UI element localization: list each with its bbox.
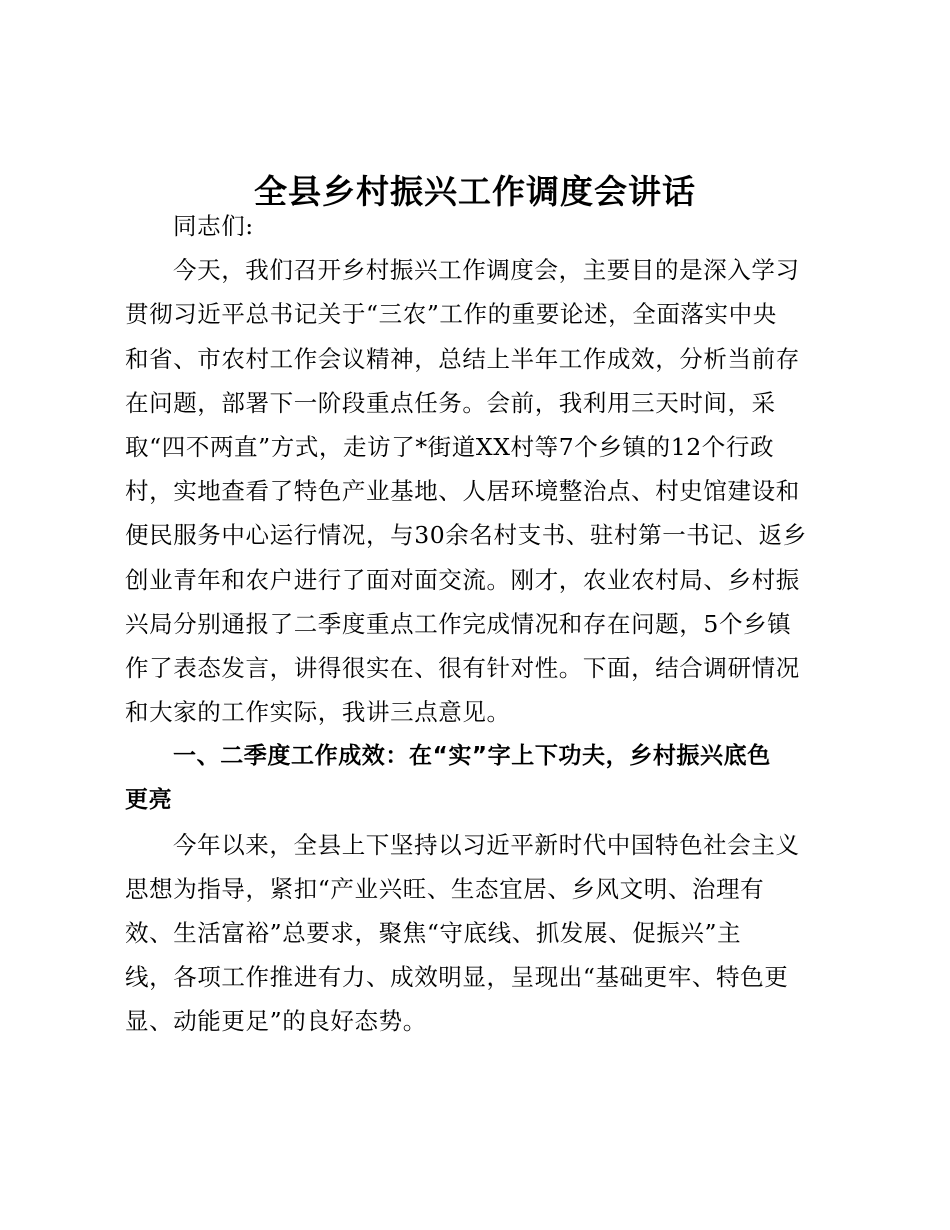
paragraph-line: 村，实地查看了特色产业基地、人居环境整治点、村史馆建设和 xyxy=(125,477,800,506)
document-title: 全县乡村振兴工作调度会讲话 xyxy=(254,172,696,211)
salutation-line: 同志们: xyxy=(173,212,254,240)
paragraph-line: 效、生活富裕”总要求，聚焦“守底线、抓发展、促振兴”主 xyxy=(125,919,742,947)
section-heading-line: 更亮 xyxy=(125,787,173,814)
document-body xyxy=(125,204,825,1044)
paragraph-line: 和大家的工作实际，我讲三点意见。 xyxy=(125,698,511,727)
paragraph-line: 创业青年和农户进行了面对面交流。刚才，农业农村局、乡村振 xyxy=(125,565,800,594)
paragraph-line: 今天，我们召开乡村振兴工作调度会，主要目的是深入学习 xyxy=(173,256,800,285)
paragraph-line: 在问题，部署下一阶段重点任务。会前，我利用三天时间，采 xyxy=(125,388,776,417)
paragraph-line: 作了表态发言，讲得很实在、很有针对性。下面，结合调研情况 xyxy=(125,653,800,682)
paragraph-line: 兴局分别通报了二季度重点工作完成情况和存在问题，5个乡镇 xyxy=(125,609,792,638)
paragraph-line: 贯彻习近平总书记关于“三农”工作的重要论述，全面落实中央 xyxy=(125,300,777,329)
paragraph-line: 显、动能更足”的良好态势。 xyxy=(125,1007,427,1036)
paragraph-line: 和省、市农村工作会议精神，总结上半年工作成效，分析当前存 xyxy=(125,344,800,373)
paragraph-line: 今年以来，全县上下坚持以习近平新时代中国特色社会主义 xyxy=(173,830,800,859)
section-heading-line: 一、二季度工作成效：在“实”字上下功夫，乡村振兴底色 xyxy=(173,743,771,770)
paragraph-line: 取“四不两直”方式，走访了*街道XX村等7个乡镇的12个行政 xyxy=(125,432,775,461)
paragraph-line: 线，各项工作推进有力、成效明显，呈现出“基础更牢、特色更 xyxy=(125,963,789,992)
paragraph-line: 便民服务中心运行情况，与30余名村支书、驻村第一书记、返乡 xyxy=(125,521,807,550)
paragraph-line: 思想为指导，紧扣“产业兴旺、生态宜居、乡风文明、治理有 xyxy=(125,874,765,903)
